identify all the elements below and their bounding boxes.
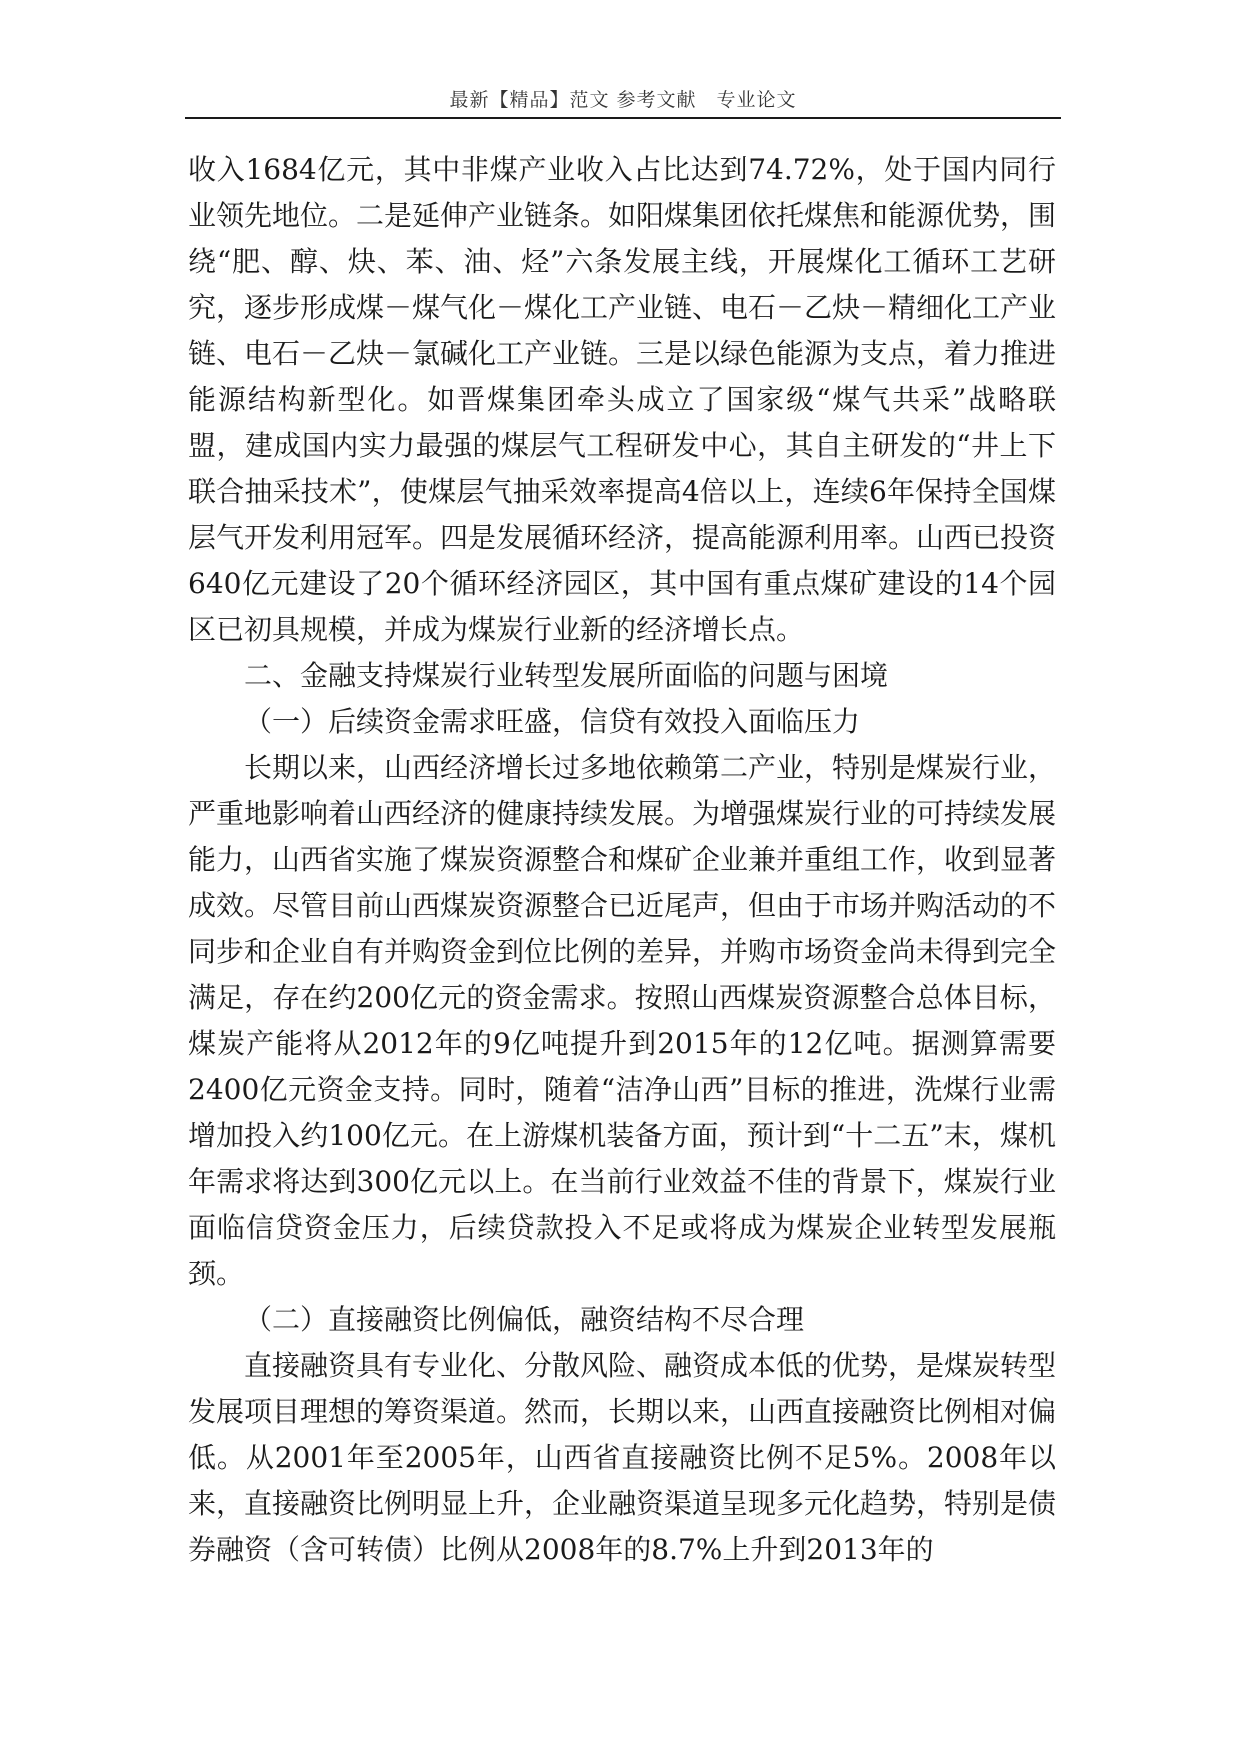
page-header: 最新【精品】范文 参考文献 专业论文 bbox=[449, 89, 797, 111]
section-heading: 二、金融支持煤炭行业转型发展所面临的问题与困境 bbox=[244, 659, 889, 692]
paragraph-direct-financing: 直接融资具有专业化、分散风险、融资成本低的优势，是煤炭转型发展项目理想的筹资渠道。然而，长期以来，山西直接融资比例相对偏低。从2001年至2005年，山西省直接融资比例不足5%。2008年以来，直接融资比例明显上升，企业融资渠道呈现多元化趋势，特别是债券融资（含可转债）比例从2008年的8.7%上升到2013年的 bbox=[188, 1349, 1057, 1566]
paragraph-funding-demand: 长期以来，山西经济增长过多地依赖第二产业，特别是煤炭行业，严重地影响着山西经济的健康持续发展。为增强煤炭行业的可持续发展能力，山西省实施了煤炭资源整合和煤矿企业兼并重组工作，收到显著成效。尽管目前山西煤炭资源整合已近尾声，但由于市场并购活动的不同步和企业自有并购资金到位比例的差异，并购市场资金尚未得到完全满足，存在约200亿元的资金需求。按照山西煤炭资源整合总体目标，煤炭产能将从2012年的9亿吨提升到2015年的12亿吨。据测算需要2400亿元资金支持。同时，随着“洁净山西”目标的推进，洗煤行业需增加投入约100亿元。在上游煤机装备方面，预计到“十二五”末，煤机年需求将达到300亿元以上。在当前行业效益不佳的背景下，煤炭行业面临信贷资金压力，后续贷款投入不足或将成为煤炭企业转型发展瓶颈。 bbox=[188, 751, 1057, 1290]
header-divider bbox=[185, 117, 1061, 119]
subsection-heading-1: （一）后续资金需求旺盛，信贷有效投入面临压力 bbox=[244, 705, 861, 738]
paragraph-continuation: 收入1684亿元，其中非煤产业收入占比达到74.72%，处于国内同行业领先地位。二是延伸产业链条。如阳煤集团依托煤焦和能源优势，围绕“肥、醇、炔、苯、油、烃”六条发展主线，开展煤化工循环工艺研究，逐步形成煤－煤气化－煤化工产业链、电石－乙炔－精细化工产业链、电石－乙炔－氯碱化工产业链。三是以绿色能源为支点，着力推进能源结构新型化。如晋煤集团牵头成立了国家级“煤气共采”战略联盟，建成国内实力最强的煤层气工程研发中心，其自主研发的“井上下联合抽采技术”，使煤层气抽采效率提高4倍以上，连续6年保持全国煤层气开发利用冠军。四是发展循环经济，提高能源利用率。山西已投资640亿元建设了20个循环经济园区，其中国有重点煤矿建设的14个园区已初具规模，并成为煤炭行业新的经济增长点。 bbox=[188, 153, 1057, 646]
body-text bbox=[188, 147, 1056, 1573]
subsection-heading-2: （二）直接融资比例偏低，融资结构不尽合理 bbox=[244, 1303, 805, 1336]
